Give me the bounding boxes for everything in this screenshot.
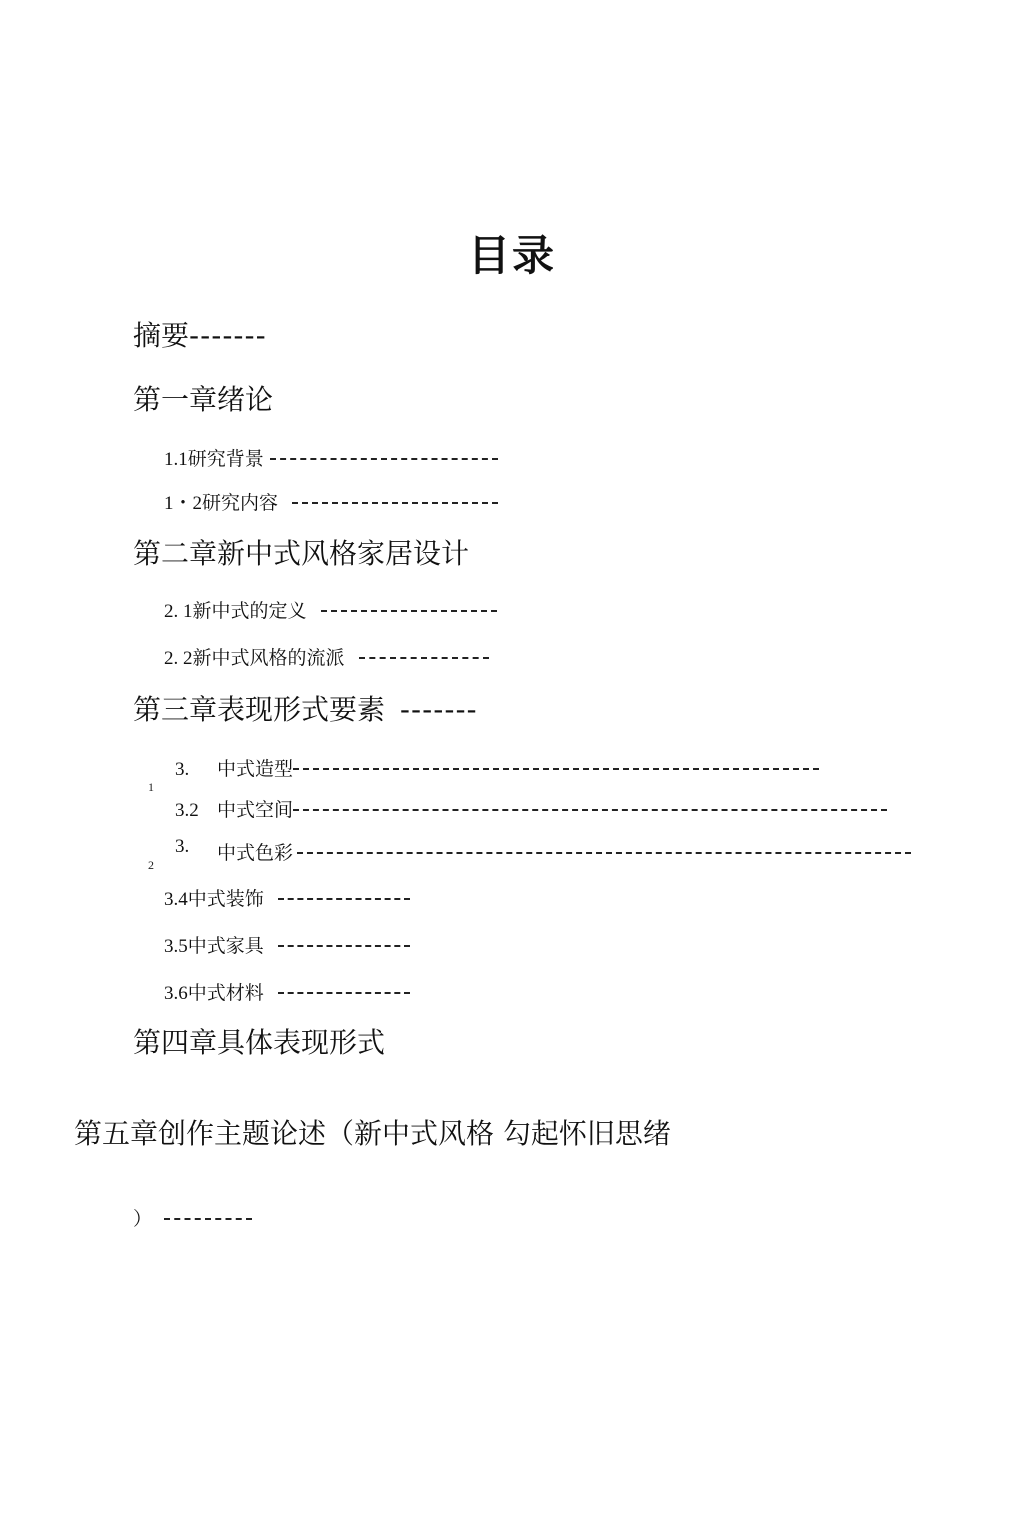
toc-section-label: 2. 1新中式的定义	[164, 601, 307, 622]
toc-section-1-1[interactable]	[164, 446, 498, 473]
toc-leader-line	[292, 502, 498, 504]
stray-mark: 1	[148, 780, 154, 794]
toc-section-1-2[interactable]	[164, 490, 498, 517]
toc-chapter-label: 第三章表现形式要素	[133, 693, 386, 726]
toc-dashes: -------	[399, 693, 478, 726]
toc-section-label: 3.5中式家具	[164, 936, 264, 957]
toc-leader-line	[278, 992, 410, 994]
toc-chapter-label: 第一章绪论	[133, 383, 274, 416]
toc-section-3-5[interactable]	[164, 933, 410, 960]
toc-section-number: 3.2	[175, 800, 199, 821]
toc-chapter-4[interactable]	[133, 1025, 385, 1061]
toc-section-number: 3.	[175, 836, 190, 857]
toc-section-label: 中式空间	[217, 799, 294, 821]
toc-leader-line	[297, 852, 911, 854]
toc-section-3-3[interactable]	[175, 836, 911, 867]
toc-leader-line	[293, 768, 819, 770]
toc-section-3-1[interactable]	[175, 756, 819, 783]
toc-section-label: 3.6中式材料	[164, 983, 264, 1004]
toc-section-label: 中式造型	[217, 758, 294, 780]
toc-section-label: 2. 2新中式风格的流派	[164, 648, 345, 669]
toc-section-3-4[interactable]	[164, 886, 410, 913]
toc-section-label: 1.1研究背景	[164, 449, 264, 470]
stray-mark: 2	[148, 858, 154, 872]
toc-leader-line	[359, 657, 489, 659]
toc-chapter-label: 第五章创作主题论述（新中式风格 勾起怀旧思绪	[74, 1117, 671, 1150]
toc-entry-abstract[interactable]	[133, 318, 267, 354]
toc-section-label: 1・2研究内容	[164, 493, 279, 514]
toc-section-3-6[interactable]	[164, 980, 410, 1007]
toc-section-3-2[interactable]	[175, 797, 887, 824]
toc-leader-line	[293, 809, 887, 811]
page-title: 目录	[467, 231, 556, 280]
toc-section-label: 中式色彩	[217, 842, 294, 864]
toc-leader-line	[270, 458, 498, 460]
toc-leader-line	[164, 1218, 252, 1220]
toc-leader-line	[278, 898, 410, 900]
toc-leader-line	[321, 610, 497, 612]
toc-chapter-1[interactable]	[133, 382, 273, 418]
toc-entry-label: 摘要	[133, 319, 190, 352]
toc-chapter-label: 第四章具体表现形式	[133, 1026, 386, 1059]
toc-chapter-label: 第二章新中式风格家居设计	[133, 537, 470, 570]
toc-chapter-5[interactable]	[74, 1116, 671, 1152]
toc-section-label: 3.4中式装饰	[164, 889, 264, 910]
toc-chapter-2[interactable]	[133, 536, 469, 572]
toc-section-number: 3.	[175, 759, 190, 780]
toc-section-2-2[interactable]	[164, 645, 489, 672]
toc-chapter-close-paren: ）	[133, 1208, 153, 1230]
toc-leader-line	[278, 945, 410, 947]
toc-chapter-5-continued[interactable]	[133, 1206, 252, 1232]
toc-dashes: -------	[189, 319, 267, 352]
toc-section-2-1[interactable]	[164, 598, 497, 625]
toc-chapter-3[interactable]	[133, 692, 478, 728]
